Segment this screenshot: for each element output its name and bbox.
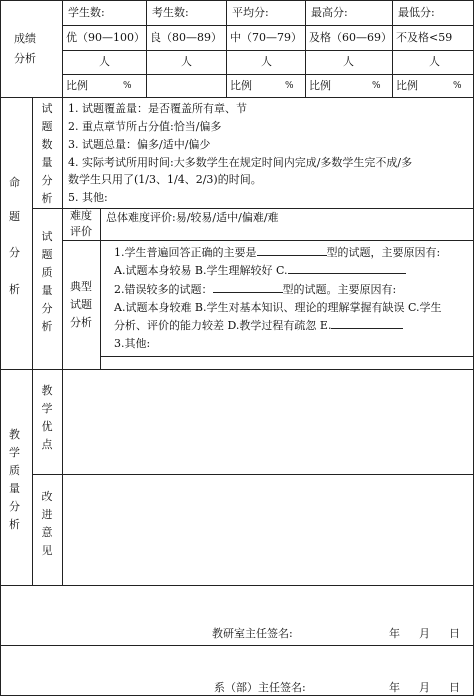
ratio-label: 比例 [66, 79, 88, 92]
quantity-item-2: 2. 重点章节所占分值:恰当/偏多 [68, 120, 222, 133]
score-analysis-label-bottom: 分析 [14, 52, 36, 65]
month-label: 月 [419, 627, 430, 640]
typical-line-3: 2.错误较多的试题： 型的试题。主要原因有: [114, 283, 397, 296]
proposition-label-1: 命 [9, 176, 20, 189]
rule [62, 74, 474, 75]
rule [0, 585, 474, 586]
proposition-label-3: 分 [9, 246, 20, 259]
rule [100, 356, 474, 357]
quality-analysis-label: 试题质量分析 [41, 230, 53, 333]
ratio-label: 比例 [396, 79, 418, 92]
rule [62, 0, 63, 97]
day-label: 日 [449, 681, 460, 694]
teaching-label-1: 教 [9, 428, 20, 441]
dept-head-signature-field[interactable] [300, 624, 380, 640]
quantity-analysis-label: 试题数量分析 [41, 102, 53, 205]
fill-blank[interactable] [213, 292, 283, 293]
border-left [0, 0, 1, 696]
dept-head-signature-label: 教研室主任签名: [212, 627, 293, 640]
proposition-label-2: 题 [9, 210, 20, 223]
teaching-merit-field[interactable] [63, 370, 473, 474]
ratio-percent: % [453, 81, 462, 91]
grade-fail: 不及格<59 [396, 31, 453, 44]
typical-line-4: A.试题本身较难 B.学生对基本知识、理论的理解掌握有缺误 C.学生 [114, 301, 442, 314]
typical-line-1: 1.学生普遍回答正确的主要是 型的试题，主要原因有: [114, 246, 441, 259]
fill-blank[interactable] [288, 273, 406, 274]
year-label: 年 [389, 681, 400, 694]
grade-good: 良（80—89） [150, 31, 222, 44]
rule [305, 0, 306, 97]
examinee-count-label: 考生数: [152, 6, 189, 19]
teaching-merit-label: 教学优点 [41, 384, 53, 451]
count-unit: 人 [343, 55, 354, 68]
rule [0, 97, 474, 98]
typical-line-6: 3.其他: [114, 337, 151, 350]
fill-blank[interactable] [257, 255, 327, 256]
quantity-item-1: 1. 试题覆盖量：是否覆盖所有章、节 [68, 102, 247, 115]
ratio-label: 比例 [309, 79, 331, 92]
rule [62, 240, 474, 241]
rule [146, 0, 147, 97]
grade-excellent: 优（90—100） [66, 31, 145, 44]
student-count-label: 学生数: [68, 6, 105, 19]
typical-analysis-label: 典型试题分析 [70, 280, 92, 329]
count-unit: 人 [261, 55, 272, 68]
score-analysis-label-top: 成绩 [14, 32, 36, 45]
ratio-percent: % [123, 81, 132, 91]
count-unit: 人 [429, 55, 440, 68]
ratio-label: 比例 [230, 79, 252, 92]
rule [32, 208, 474, 209]
rule [100, 208, 101, 369]
fill-blank[interactable] [331, 328, 403, 329]
improvement-label: 改进意见 [41, 490, 53, 557]
ratio-percent: % [372, 81, 381, 91]
lowest-score-label: 最低分: [398, 6, 435, 19]
year-label: 年 [389, 627, 400, 640]
teaching-label-2: 学 [9, 446, 20, 459]
count-unit: 人 [181, 55, 192, 68]
teaching-label-6: 析 [9, 518, 20, 531]
count-unit: 人 [99, 55, 110, 68]
rule [226, 0, 227, 97]
rule [62, 25, 474, 26]
rule [392, 0, 393, 97]
faculty-head-signature-label: 系（部）主任签名: [214, 681, 306, 694]
rule [32, 369, 33, 585]
quantity-item-3: 3. 试题总量：偏多/适中/偏少 [68, 138, 211, 151]
difficulty-label: 难度评价 [70, 209, 92, 238]
teaching-label-5: 分 [9, 500, 20, 513]
improvement-field[interactable] [63, 475, 473, 585]
quantity-item-4-cont: 数学生只用了(1/3、1/4、2/3)的时间。 [68, 173, 262, 186]
rule [0, 645, 474, 646]
grade-pass: 及格（60—69） [309, 31, 392, 44]
average-score-label: 平均分: [232, 6, 269, 19]
rule [62, 97, 63, 369]
border-top [0, 0, 474, 1]
quantity-item-4: 4. 实际考试所用时间:大多数学生在规定时间内完成/多数学生完不成/多 [68, 156, 413, 169]
proposition-label-4: 析 [9, 283, 20, 296]
faculty-head-signature-field[interactable] [310, 678, 380, 694]
grade-medium: 中（70—79） [230, 31, 302, 44]
day-label: 日 [449, 627, 460, 640]
rule [62, 50, 474, 51]
teaching-label-4: 量 [9, 482, 20, 495]
typical-line-2: A.试题本身较易 B.学生理解较好 C. [114, 264, 406, 278]
ratio-percent: % [285, 81, 294, 91]
typical-line-5: 分析、评价的能力较差 D.教学过程有疏忽 E. [114, 319, 403, 333]
difficulty-text: 总体难度评价:易/较易/适中/偏难/难 [106, 211, 279, 224]
teaching-label-3: 质 [9, 464, 20, 477]
rule [32, 97, 33, 369]
quantity-item-5: 5. 其他: [68, 191, 108, 204]
highest-score-label: 最高分: [311, 6, 348, 19]
month-label: 月 [419, 681, 430, 694]
